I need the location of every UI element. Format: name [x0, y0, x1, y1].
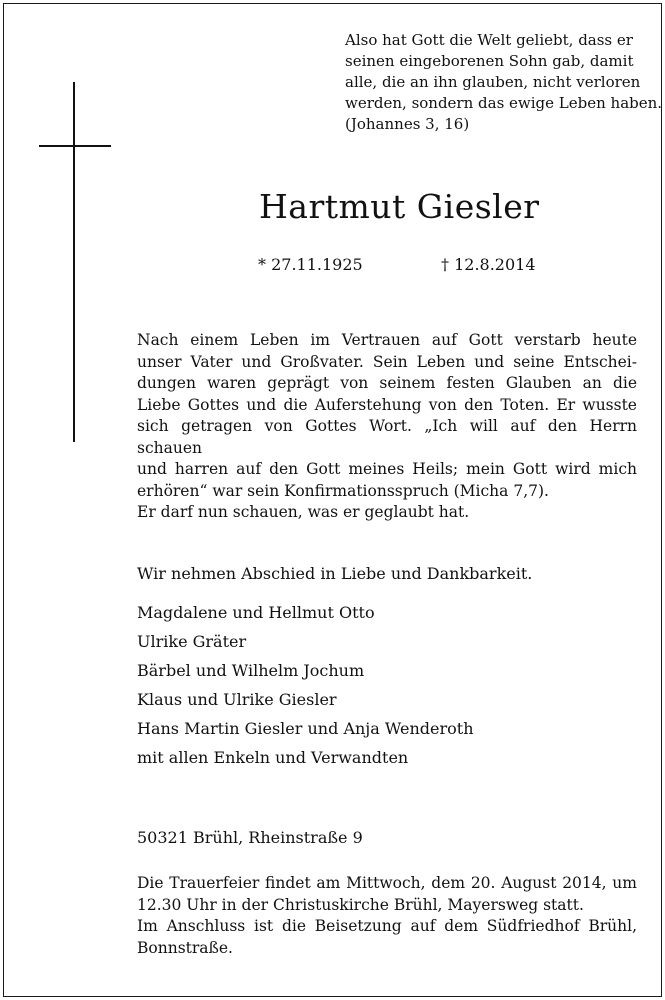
cross-vertical-bar	[73, 82, 75, 442]
death-date: † 12.8.2014	[441, 255, 536, 274]
mourners-list	[137, 600, 474, 774]
bio-line: Nach einem Leben im Vertrauen auf Gott verstarb heute	[137, 331, 637, 349]
mourner-entry: Klaus und Ulrike Giesler	[137, 690, 337, 709]
bio-line: Liebe Gottes und die Auferstehung von den Toten. Er wusste	[137, 395, 637, 414]
farewell-line: Wir nehmen Abschied in Liebe und Dankbarkeit.	[137, 564, 533, 583]
verse-line: alle, die an ihn glauben, nicht verloren	[345, 73, 641, 91]
bio-line: sich getragen von Gottes Wort. „Ich will auf den Herrn schauen	[137, 417, 637, 457]
verse-line: seinen eingeborenen Sohn gab, damit	[345, 52, 634, 70]
mourner-entry: Hans Martin Giesler und Anja Wenderoth	[137, 719, 474, 738]
bio-line: Er darf nun schauen, was er geglaubt hat.	[137, 503, 470, 521]
service-line: Bonnstraße.	[137, 938, 233, 957]
cross-horizontal-bar	[39, 145, 111, 147]
deceased-name: Hartmut Giesler	[259, 187, 540, 226]
mourner-entry: Ulrike Gräter	[137, 632, 247, 651]
mourner-entry: mit allen Enkeln und Verwandten	[137, 748, 409, 767]
mourner-entry: Magdalene und Hellmut Otto	[137, 603, 375, 622]
service-info	[137, 873, 637, 959]
service-line: 12.30 Uhr in der Christuskirche Brühl, Mayersweg statt.	[137, 895, 584, 914]
biography-paragraph	[137, 330, 637, 524]
birth-date: * 27.11.1925	[258, 255, 363, 274]
mourner-entry: Bärbel und Wilhelm Jochum	[137, 661, 365, 680]
family-address: 50321 Brühl, Rheinstraße 9	[137, 828, 363, 847]
service-line: Im Anschluss ist die Beisetzung auf dem Südfriedhof Brühl,	[137, 917, 637, 935]
bible-verse	[345, 30, 663, 135]
verse-line: Also hat Gott die Welt geliebt, dass er	[345, 31, 633, 49]
bio-line: dungen waren geprägt von seinem festen Glauben an die	[137, 374, 637, 392]
service-line: Die Trauerfeier findet am Mittwoch, dem 20. August 2014, um	[137, 874, 637, 892]
bio-line: erhören“ war sein Konfirmationsspruch (Micha 7,7).	[137, 481, 549, 500]
bio-line: unser Vater und Großvater. Sein Leben und seine Entschei-	[137, 352, 637, 371]
verse-line: werden, sondern das ewige Leben haben.	[345, 94, 663, 112]
verse-reference: (Johannes 3, 16)	[345, 115, 470, 133]
bio-line: und harren auf den Gott meines Heils; mein Gott wird mich	[137, 460, 637, 478]
